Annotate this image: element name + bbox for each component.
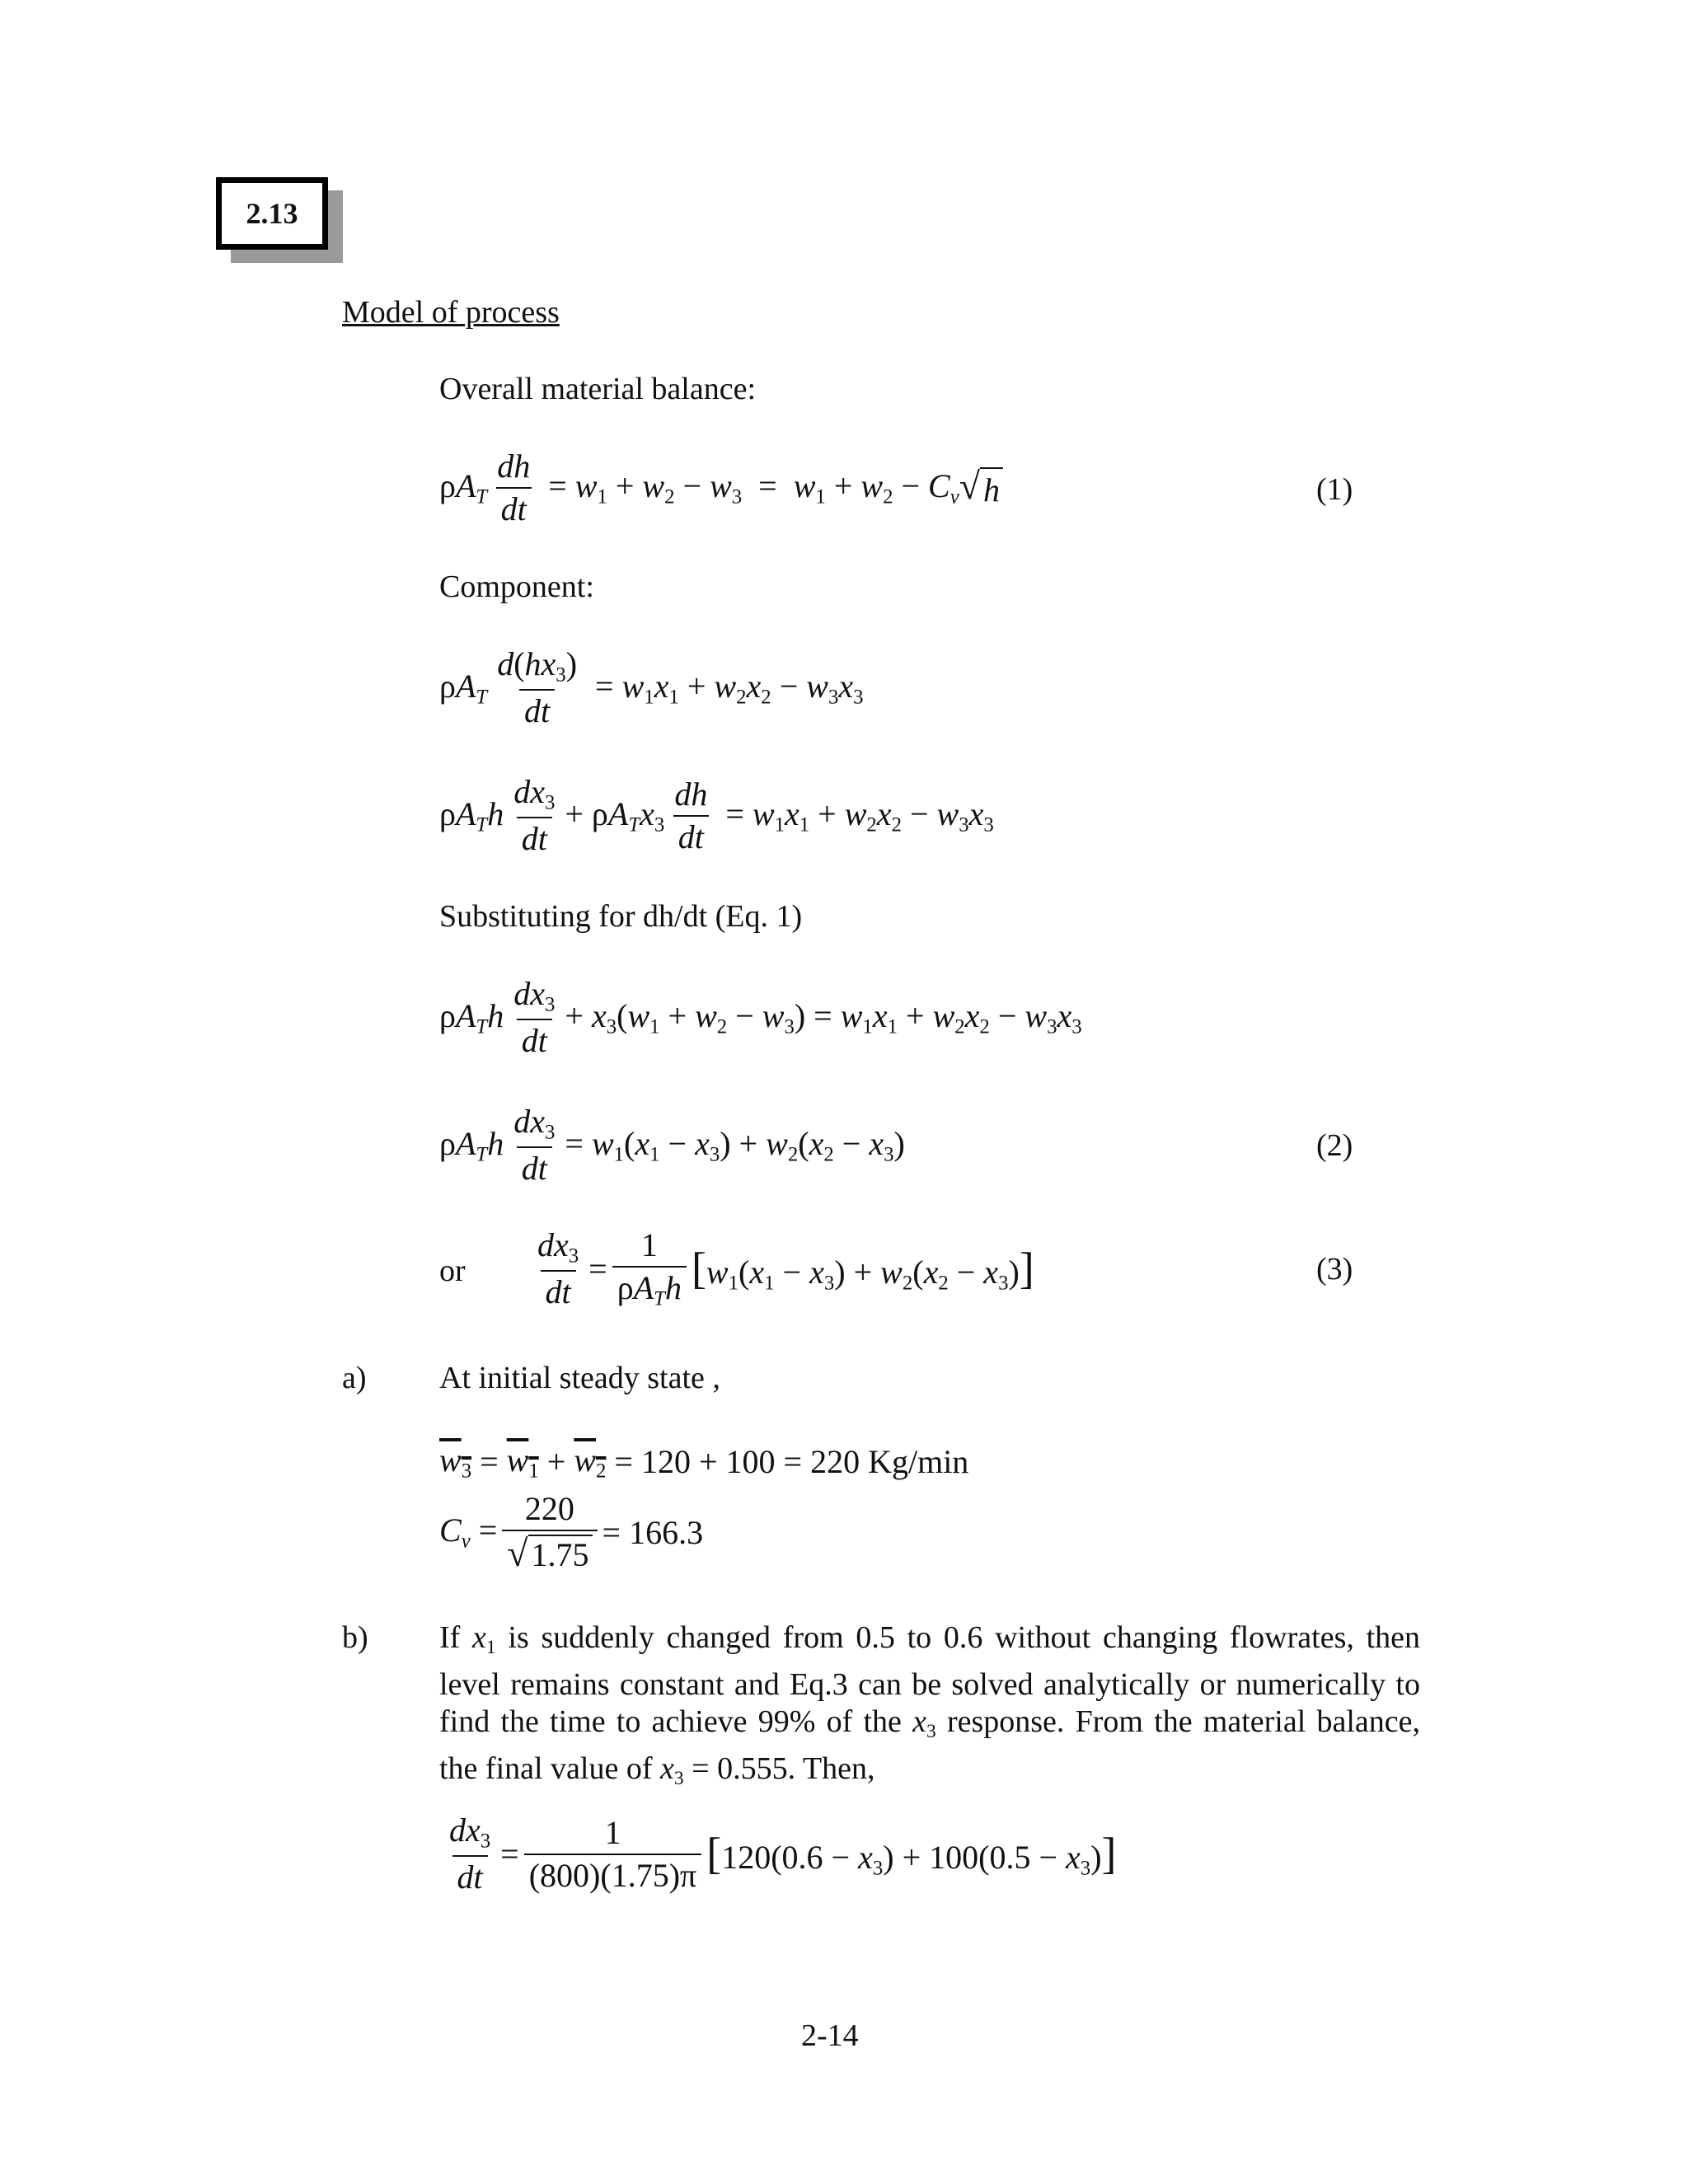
equation-number-2: (2) <box>1316 1128 1353 1163</box>
equation-number-3: (3) <box>1316 1252 1353 1286</box>
steady-flow-equation: $w_3$ = $w_1$ + $w_2$ = 120 + 100 = 220 Kg/min <box>439 1441 969 1483</box>
cv-value: = 166.3 <box>602 1513 704 1551</box>
steady-flow-rhs: = 120 + 100 = 220 Kg/min <box>614 1443 969 1481</box>
substituting-text: Substituting for dh/dt (Eq. 1) <box>439 899 803 934</box>
part-a-label: a) <box>342 1361 367 1395</box>
part-b-eq-denominator: (800)(1.75)π <box>524 1854 701 1893</box>
substituted-equation: $\rho A_Th$ $\frac{dx_3}{dt}$ + $x_3(w_1 + w_2 - w_3) = w_1x_1 + w_2x_2 - w_3x_3$ <box>439 975 1082 1060</box>
cv-equation: $C_v$ = 220 √ 1.75 = 166.3 <box>439 1490 704 1574</box>
component-label: Component: <box>439 569 594 604</box>
or-label: or <box>439 1254 466 1288</box>
part-b-label: b) <box>342 1620 368 1655</box>
section-title: Model of process <box>342 295 560 330</box>
equation-number-1: (1) <box>1316 472 1353 507</box>
part-b-eq-numerator: 1 <box>604 1813 621 1851</box>
component-equation: $\rho A_T$ $\frac{d(hx_3)}{dt}$ = $w_1x_1 + w_2x_2 - w_3x_3$ <box>439 645 864 730</box>
part-b-equation: $\frac{dx_3}{dt}$ = $\frac{1}{(800)(1.75)\pi}$ $[120(0.6 - x_3) + 100(0.5 - x_3)]$ <box>449 1811 1117 1896</box>
cv-denominator: 1.75 <box>528 1535 593 1572</box>
part-b-paragraph: If $x_1$ is suddenly changed from 0.5 to 0.6 without changing flowrates, then level remains constant and Eq.3 can be solved analytically or numerically to find the time to achieve 99% of the $x_3$ response. From the material balance, the final value of $x_3 = 0.555$. Then, <box>439 1620 1421 1790</box>
equation-1: $\rho A_T$ $\frac{dh}{dt}$ = $w_1 + w_2 - w_3 = w_1 + w_2 - C_v$ √ h <box>439 449 1003 527</box>
expanded-component-equation: $\rho A_Th$ $\frac{dx_3}{dt}$ + $\rho A_Tx_3$ $\frac{dh}{dt}$ = $w_1x_1 + w_2x_2 - w_3x_3$ <box>439 773 994 858</box>
overall-balance-label: Overall material balance: <box>439 372 757 406</box>
equation-3: $\frac{dx_3}{dt}$ = $\frac{1}{\rho A_Th}$ $[w_1(x_1 - x_3) + w_2(x_2 - x_3)]$ <box>537 1226 1034 1311</box>
equation-2: $\rho A_Th$ $\frac{dx_3}{dt}$ = $w_1(x_1 - x_3) + w_2(x_2 - x_3)$ <box>439 1103 905 1188</box>
page-number: 2-14 <box>801 2018 859 2053</box>
problem-number: 2.13 <box>216 177 328 250</box>
part-a-text: At initial steady state , <box>439 1361 720 1395</box>
cv-numerator: 220 <box>524 1490 574 1527</box>
